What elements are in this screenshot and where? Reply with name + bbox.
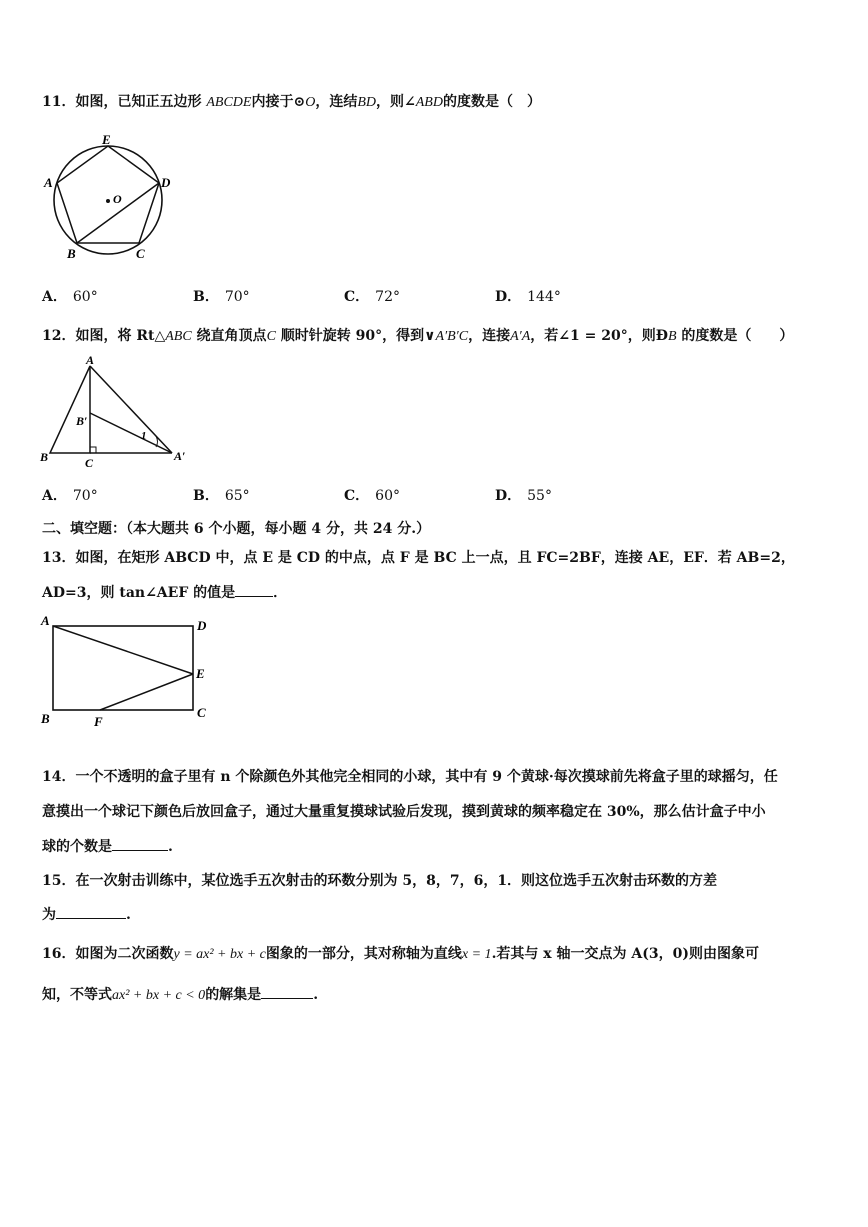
- q12-text: ，若∠1 = 20°，则Ð: [530, 328, 668, 344]
- option-value: 65°: [224, 488, 250, 504]
- q16-line-1: [42, 943, 759, 963]
- q16-text: 图象的一部分，其对称轴为直线: [265, 946, 462, 962]
- q11-label-c: C: [136, 246, 145, 261]
- q13-label-f: F: [94, 714, 103, 729]
- option-label: A．: [42, 289, 67, 305]
- q11-stem: [42, 91, 541, 111]
- q13-label-b: B: [41, 711, 50, 726]
- q12-text: ，连接: [468, 328, 511, 344]
- q11-text: 内接于⊙: [251, 94, 306, 110]
- q11-figure: [40, 132, 180, 262]
- q11-label-a: A: [44, 175, 53, 190]
- q13-rectangle: [53, 626, 193, 710]
- q11-circle-name: O: [305, 95, 316, 110]
- q14-text: .: [168, 839, 173, 855]
- q12-triangle: ABC: [165, 329, 192, 344]
- q12-right-angle-mark: [90, 447, 96, 453]
- q12-label-b: B: [40, 450, 49, 464]
- q12-text: 顺时针旋转 90°，得到∨: [275, 328, 436, 344]
- section-title: 二、填空题：（本大题共 6 个小题，每小题 4 分，共 24 分.）: [42, 521, 431, 537]
- q11-label-e: E: [102, 132, 111, 147]
- option-label: D．: [495, 289, 522, 305]
- q12-label-a: A: [86, 354, 95, 367]
- q13-segment-ae: [53, 626, 193, 674]
- q12-option-a[interactable]: [42, 485, 98, 505]
- option-value: 70°: [224, 289, 250, 305]
- q12-angle: B: [667, 329, 677, 344]
- option-label: A．: [42, 488, 67, 504]
- q14-line-3: [42, 836, 173, 856]
- q12-figure: [38, 354, 198, 470]
- q11-option-c[interactable]: [344, 286, 400, 306]
- q12-label-angle-1: 1: [141, 430, 147, 442]
- q13-label-d: D: [197, 618, 207, 633]
- q14-line-2: 意摸出一个球记下颜色后放回盒子，通过大量重复摸球试验后发现，摸到黄球的频率稳定在 30%，那么估计盒子中小: [42, 804, 766, 820]
- option-value: 72°: [375, 289, 400, 305]
- q13-label-c: C: [197, 705, 206, 720]
- q13-segment-ef: [100, 674, 193, 710]
- q11-label-o: O: [113, 192, 122, 206]
- q16-axis: x = 1: [461, 947, 492, 962]
- q12-text: 绕直角顶点: [191, 328, 267, 344]
- q12-number: 12．: [42, 328, 76, 344]
- q14-line-1: 14．一个不透明的盒子里有 n 个除颜色外其他完全相同的小球，其中有 9 个黄球·每次摸球前先将盒子里的球摇匀，任: [42, 769, 778, 785]
- q11-label-d: D: [161, 175, 171, 190]
- q12-text: 的度数是（ ）: [676, 328, 794, 344]
- q12-text: 如图，将 Rt△: [75, 328, 166, 344]
- q14-text: 球的个数是: [42, 839, 112, 855]
- q12-label-bprime: B′: [76, 414, 88, 428]
- q11-number: 11．: [42, 94, 76, 110]
- option-value: 144°: [527, 289, 561, 305]
- q12-segment-ba: [90, 413, 172, 453]
- q12-triangle-2: A′B′C: [435, 329, 469, 344]
- q16-answer-blank[interactable]: [261, 984, 313, 999]
- option-value: 60°: [375, 488, 400, 504]
- q11-segment: BD: [357, 95, 376, 110]
- option-label: B．: [193, 289, 219, 305]
- option-label: C．: [344, 488, 370, 504]
- q11-angle: ABD: [415, 95, 443, 110]
- q12-option-d[interactable]: [495, 485, 552, 505]
- q11-label-b: B: [67, 246, 76, 261]
- q13-text: AD=3，则 tan∠AEF 的值是: [42, 585, 236, 601]
- q12-label-c: C: [85, 456, 94, 470]
- q15-text: 为: [42, 907, 56, 923]
- q11-text: 的度数是（ ）: [442, 94, 541, 110]
- q13-figure: [38, 612, 218, 734]
- q12-segment-aa: [90, 366, 172, 453]
- q15-answer-blank[interactable]: [56, 904, 126, 919]
- option-label: D．: [495, 488, 522, 504]
- option-label: B．: [193, 488, 219, 504]
- q13-answer-blank[interactable]: [235, 582, 273, 597]
- q11-center-dot: [106, 199, 110, 203]
- q13-label-a: A: [41, 613, 50, 628]
- option-label: C．: [344, 289, 370, 305]
- q16-text: 知，不等式: [42, 987, 112, 1003]
- q12-segment: A′A: [510, 329, 531, 344]
- q13-line-1: 13．如图，在矩形 ABCD 中，点 E 是 CD 的中点，点 F 是 BC 上一点，且 FC=2BF，连接 AE，EF．若 AB=2，: [42, 550, 795, 566]
- q16-text: 的解集是: [205, 987, 262, 1003]
- q11-text: 如图，已知正五边形: [75, 94, 202, 110]
- q11-option-a[interactable]: [42, 286, 98, 306]
- q13-text: ．: [273, 585, 288, 601]
- option-value: 70°: [72, 488, 98, 504]
- option-value: 60°: [72, 289, 98, 305]
- q16-text: .: [313, 987, 319, 1003]
- q11-option-d[interactable]: [495, 286, 561, 306]
- q11-pentagon-name: ABCDE: [206, 95, 252, 110]
- q16-function: y = ax² + bx + c: [173, 947, 266, 962]
- q16-line-2: [42, 984, 318, 1004]
- q12-option-c[interactable]: [344, 485, 400, 505]
- q15-text: .: [126, 907, 131, 923]
- q15-line-1: 15．在一次射击训练中，某位选手五次射击的环数分别为 5，8，7，6，1．则这位选手五次射击环数的方差: [42, 873, 718, 889]
- q12-triangle-abc: [50, 366, 90, 453]
- q16-text: 16．如图为二次函数: [42, 946, 174, 962]
- q12-option-b[interactable]: [193, 485, 250, 505]
- q13-line-2: [42, 582, 287, 602]
- q11-option-b[interactable]: [193, 286, 250, 306]
- q14-answer-blank[interactable]: [112, 836, 168, 851]
- q13-label-e: E: [196, 666, 205, 681]
- q11-text: ，连结: [315, 94, 358, 110]
- q15-line-2: [42, 904, 131, 924]
- option-value: 55°: [527, 488, 552, 504]
- q11-text: ，则∠: [376, 94, 416, 110]
- q16-text: .若其与 x 轴一交点为 A(3，0)则由图象可: [491, 946, 759, 962]
- q12-label-aprime: A′: [174, 449, 186, 463]
- q12-stem: [42, 325, 793, 345]
- q12-vertex: C: [266, 329, 276, 344]
- q16-inequality: ax² + bx + c < 0: [112, 988, 206, 1003]
